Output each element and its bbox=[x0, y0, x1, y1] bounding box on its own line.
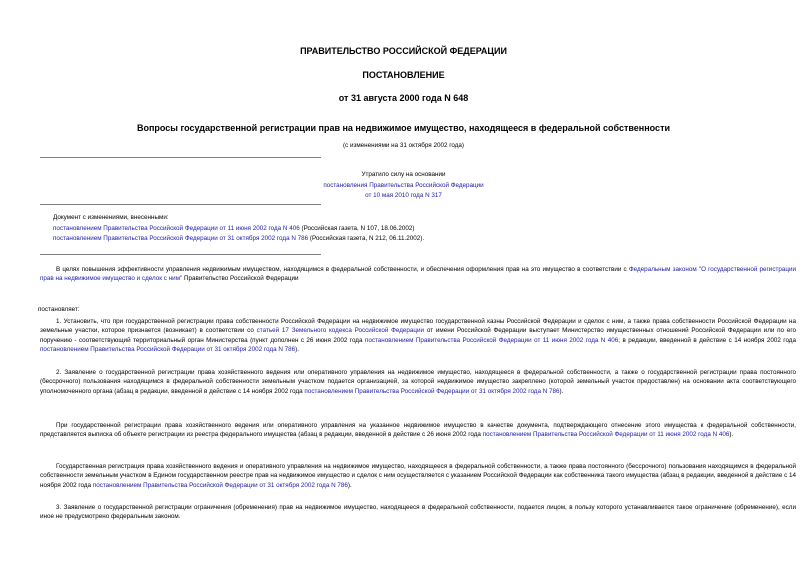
document-date-number: от 31 августа 2000 года N 648 bbox=[338, 93, 469, 103]
document-type: ПОСТАНОВЛЕНИЕ bbox=[362, 70, 445, 80]
void-notice-text: Утратило силу на основании bbox=[361, 171, 446, 178]
separator-line bbox=[40, 204, 321, 205]
federal-law-link[interactable]: Федеральным законом "О государственной регистрации прав на недвижимое имущество и сделок с ним" bbox=[40, 266, 797, 283]
amendment-link-406[interactable]: постановлением Правительства Российской Федерации от 11 июня 2002 года N 406 bbox=[364, 336, 619, 344]
changes-item: постановлением Правительства Российской Федерации от 31 октября 2002 года N 786 (Российская газета, N 212, 06.11.2002). bbox=[53, 235, 425, 242]
paragraph-1: 1. Установить, что при государственной регистрации права собственности Российской Федерации на недвижимое имущество государственной казны Российской Федерации и сделок с ним, а также права собственности Российской Федерации на земельные участки, которое признается (возникает) в соответствии со статьей 17 Земельного кодекса Российской Федерации от имени Российской Федерации выступает Министерство имущественных отношений Российской Федерации или по его поручению - соответствующий территориальный орган Министерства (пункт дополнен с 26 июня 2002 года постановлением Правительства Российской Федерации от 11 июня 2002 года N 406; в редакции, введенной в действие с 14 ноября 2002 года постановлением Правительства Российской Федерации от 31 октября 2002 года N 786). bbox=[40, 318, 796, 354]
preamble-paragraph: В целях повышения эффективности управления недвижимым имуществом, находящимся в федеральной собственности, и обеспечения оформления прав на это имущество в соответствии с Федеральным законом "О государственной регистрации прав на недвижимое имущество и сделок с ним" Правительство Российской Федерации bbox=[40, 266, 797, 283]
paragraph-3: При государственной регистрации права хозяйственного ведения или оперативного управления на указанное недвижимое имущество в качестве документа, подтверждающего отнесение этого имущества к федеральной собственности, представляется выписка об объекте регистрации из реестра федерального имущества (абзац в редакции, введенной в действие с 26 июня 2002 года постановлением Правительства Российской Федерации от 11 июня 2002 года N 406). bbox=[40, 422, 796, 439]
land-code-link[interactable]: статьей 17 Земельного кодекса Российской Федерации bbox=[256, 327, 425, 335]
amendment-link-406[interactable]: постановлением Правительства Российской Федерации от 11 июня 2002 года N 406 bbox=[482, 431, 730, 439]
amendment-link-786[interactable]: постановлением Правительства Российской Федерации от 31 октября 2002 года N 786 bbox=[304, 387, 560, 395]
paragraph-4: Государственная регистрация права хозяйственного ведения и оперативного управления на недвижимое имущество, находящееся в федеральной собственности, а также права постоянного (бессрочного) пользования находящимся в федеральной собственности земельным участком в Едином государственном реестре прав на недвижимое имущество и сделок с ним осуществляется с указанием Российской Федерации как собственника такого имущества (абзац в редакции, введенной в действие с 14 ноября 2002 года постановлением Правительства Российской Федерации от 31 октября 2002 года N 786). bbox=[40, 463, 796, 489]
paragraph-5: 3. Заявление о государственной регистрации ограничения (обременения) прав на недвижимое имущество, находящееся в федеральной собственности, подается лицом, в пользу которого устанавливается такое ограничение (обременение), если иное не предусмотрено федеральным законом. bbox=[40, 504, 796, 521]
separator-line bbox=[40, 157, 321, 158]
decrees-word: постановляет: bbox=[38, 306, 80, 313]
amendment-link-786[interactable]: постановлением Правительства Российской Федерации от 31 октября 2002 года N 786 bbox=[92, 481, 348, 489]
void-notice bbox=[0, 170, 807, 202]
amendment-link-406[interactable]: постановлением Правительства Российской Федерации от 11 июня 2002 года N 406 bbox=[53, 224, 300, 232]
changes-list bbox=[53, 213, 793, 245]
void-notice-link-date[interactable]: от 10 мая 2010 года N 317 bbox=[365, 192, 442, 199]
paragraph-2: 2. Заявление о государственной регистрации права хозяйственного ведения или оперативного управления на недвижимое имущество, находящееся в федеральной собственности, а также о государственной регистрации права постоянного (бессрочного) пользования находящимся в федеральной собственности земельным участком подается организацией, за которой недвижимое имущество закреплено (которой земельный участок предоставлен) на основании акта соответствующего уполномоченного органа (абзац в редакции, введенной в действие с 14 ноября 2002 года постановлением Правительства Российской Федерации от 31 октября 2002 года N 786). bbox=[40, 369, 796, 395]
amendments-note: (с изменениями на 31 октября 2002 года) bbox=[342, 142, 465, 149]
separator-line bbox=[40, 254, 321, 255]
changes-item: постановлением Правительства Российской Федерации от 11 июня 2002 года N 406 (Российская газета, N 107, 18.06.2002) bbox=[53, 224, 415, 232]
void-notice-link[interactable]: постановления Правительства Российской Федерации bbox=[323, 181, 484, 189]
changes-intro: Документ с изменениями, внесенными: bbox=[53, 214, 169, 221]
amendment-link-786[interactable]: постановлением Правительства Российской Федерации от 31 октября 2002 года N 786 bbox=[40, 346, 296, 354]
government-heading: ПРАВИТЕЛЬСТВО РОССИЙСКОЙ ФЕДЕРАЦИИ bbox=[300, 46, 507, 56]
document-title: Вопросы государственной регистрации прав на недвижимое имущество, находящееся в федеральной собственности bbox=[136, 123, 671, 133]
amendment-link-786[interactable]: постановлением Правительства Российской Федерации от 31 октября 2002 года N 786 bbox=[53, 235, 309, 242]
